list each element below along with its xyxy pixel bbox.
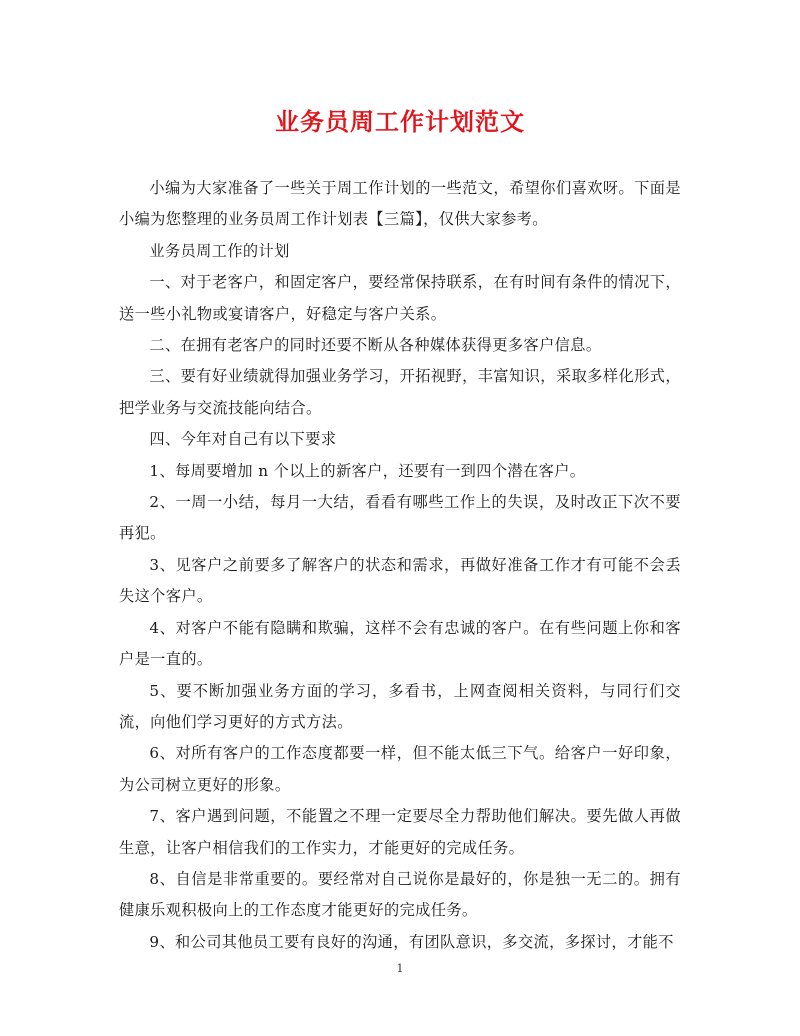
document-title: 业务员周工作计划范文 [275,107,525,136]
list-item: 8、自信是非常重要的。要经常对自己说你是最好的，你是独一无二的。拥有健康乐观积极向上的工作态度才能更好的完成任务。 [119,869,681,920]
body-paragraph: 三、要有好业绩就得加强业务学习，开拓视野，丰富知识，采取多样化形式，把学业务与交流技能向结合。 [119,367,681,417]
section-heading: 业务员周工作的计划 [149,241,290,260]
list-item: 3、见客户之前要多了解客户的状态和需求，再做好准备工作才有可能不会丢失这个客户。 [119,555,681,606]
list-item: 4、对客户不能有隐瞒和欺骗，这样不会有忠诚的客户。在有些问题上你和客户是一直的。 [119,618,681,669]
page-number: 1 [396,962,404,975]
intro-paragraph: 小编为大家准备了一些关于周工作计划的一些范文，希望你们喜欢呀。下面是小编为您整理的业务员周工作计划表【三篇】，仅供大家参考。 [119,179,681,229]
list-item: 7、客户遇到问题，不能置之不理一定要尽全力帮助他们解决。要先做人再做生意，让客户相信我们的工作实力，才能更好的完成任务。 [119,807,681,857]
body-paragraph: 二、在拥有老客户的同时还要不断从各种媒体获得更多客户信息。 [149,336,602,355]
list-item: 2、一周一小结，每月一大结，看看有哪些工作上的失误，及时改正下次不要再犯。 [119,493,681,543]
list-item: 9、和公司其他员工要有良好的沟通，有团队意识，多交流，多探讨，才能不 [149,932,674,951]
document-body [119,173,681,958]
list-item: 1、每周要增加 n 个以上的新客户，还要有一到四个潜在客户。 [149,461,586,480]
list-item: 5、要不断加强业务方面的学习，多看书，上网查阅相关资料，与同行们交流，向他们学习更好的方式方法。 [119,681,681,731]
body-paragraph: 四、今年对自己有以下要求 [149,430,337,449]
list-item: 6、对所有客户的工作态度都要一样，但不能太低三下气。给客户一好印象，为公司树立更好的形象。 [119,744,681,794]
body-paragraph: 一、对于老客户，和固定客户，要经常保持联系，在有时间有条件的情况下，送一些小礼物或宴请客户，好稳定与客户关系。 [119,273,681,323]
